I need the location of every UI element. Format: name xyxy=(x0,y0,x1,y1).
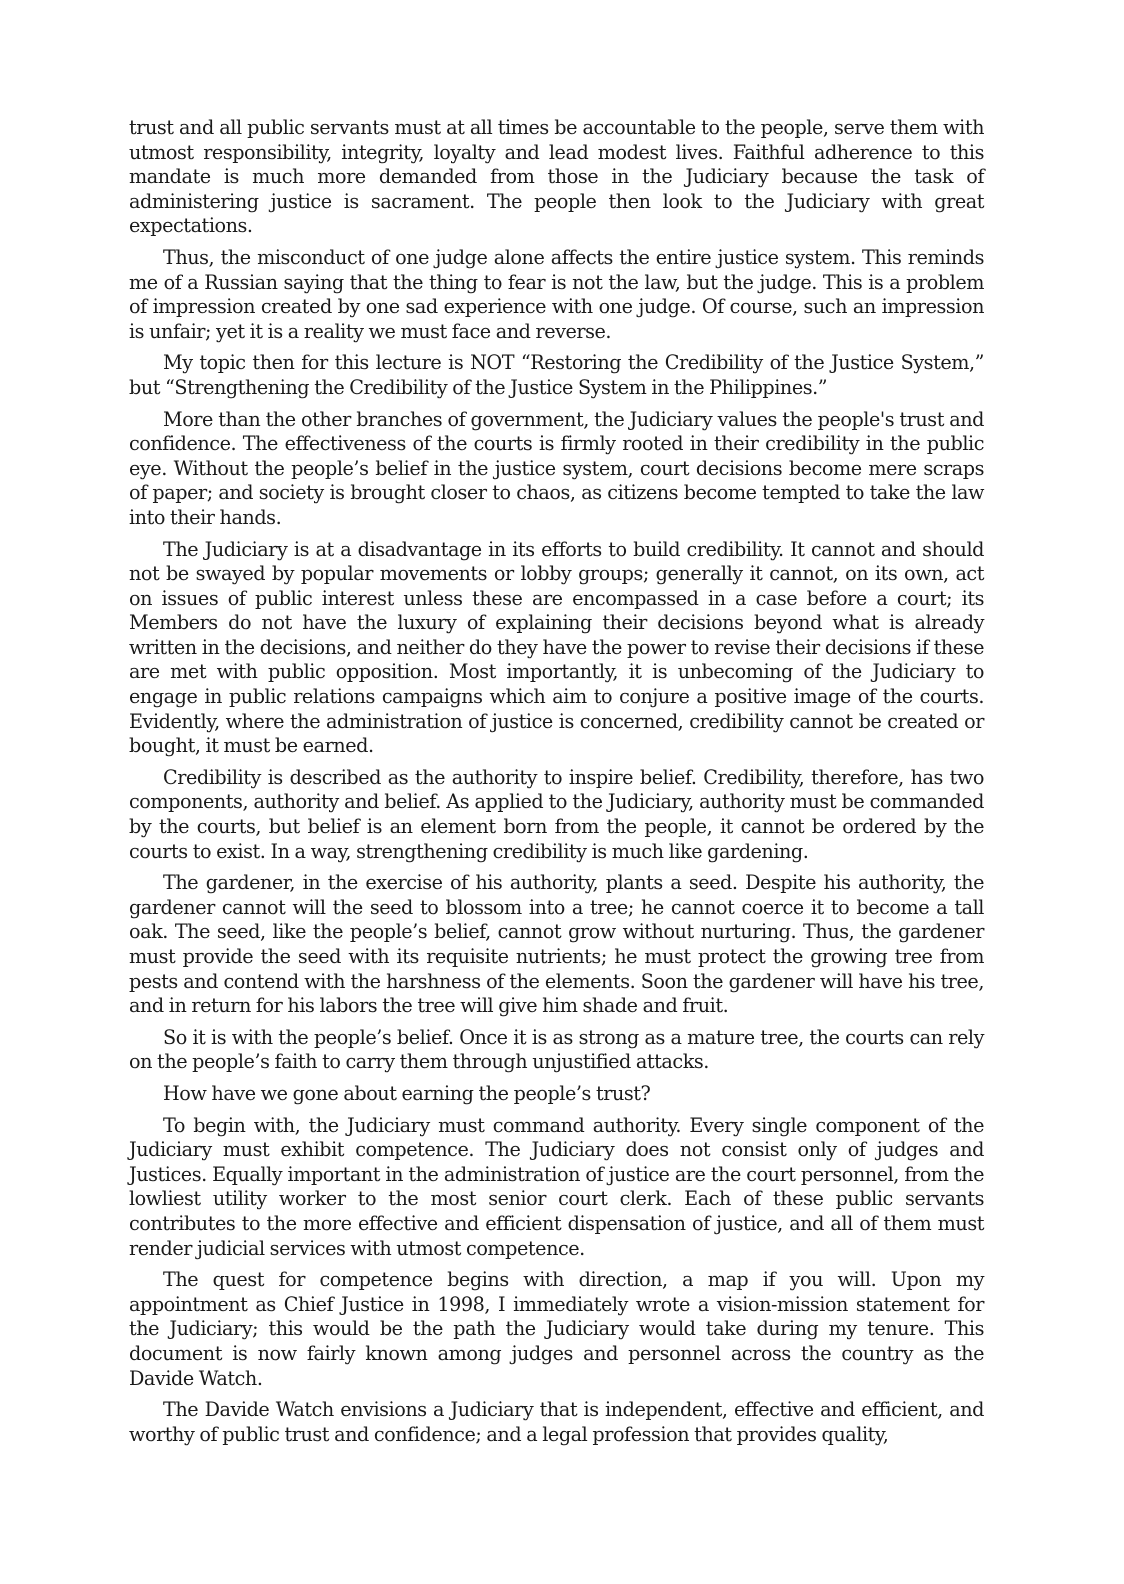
paragraph-3: My topic then for this lecture is NOT “Restoring the Credibility of the Justice System,” but “Strengthening the Credibility of the Justice System in the Philippines.” xyxy=(129,351,984,399)
paragraph-9: How have we gone about earning the people’s trust? xyxy=(163,1081,651,1105)
paragraph-2: Thus, the misconduct of one judge alone affects the entire justice system. This reminds me of a Russian saying that the thing to fear is not the law, but the judge. This is a problem of impression created by one sad experience with one judge. Of course, such an impression is unfair; yet it is a reality we must face and reverse. xyxy=(129,245,984,343)
paragraph-10: To begin with, the Judiciary must command authority. Every single component of the Judiciary must exhibit competence. The Judiciary does not consist only of judges and Justices. Equally important in the administration of justice are the court personnel, from the lowliest utility worker to the most senior court clerk. Each of these public servants contributes to the more effective and efficient dispensation of justice, and all of them must render judicial services with utmost competence. xyxy=(129,1113,984,1260)
document-page xyxy=(129,116,984,1447)
paragraph-11: The quest for competence begins with direction, a map if you will. Upon my appointment as Chief Justice in 1998, I immediately wrote a vision-mission statement for the Judiciary; this would be the path the Judiciary would take during my tenure. This document is now fairly known among judges and personnel across the country as the Davide Watch. xyxy=(129,1268,984,1390)
paragraph-1: trust and all public servants must at all times be accountable to the people, serve them with utmost responsibility, integrity, loyalty and lead modest lives. Faithful adherence to this mandate is much more demanded from those in the Judiciary because the task of administering justice is sacrament. The people then look to the Judiciary with great expectations. xyxy=(129,116,984,238)
paragraph-8: So it is with the people’s belief. Once it is as strong as a mature tree, the courts can rely on the people’s faith to carry them through unjustified attacks. xyxy=(129,1025,984,1074)
paragraph-5: The Judiciary is at a disadvantage in its efforts to build credibility. It cannot and should not be swayed by popular movements or lobby groups; generally it cannot, on its own, act on issues of public interest unless these are encompassed in a case before a court; its Members do not have the luxury of explaining their decisions beyond what is already written in the decisions, and neither do they have the power to revise their decisions if these are met with public opposition. Most importantly, it is unbecoming of the Judiciary to engage in public relations campaigns which aim to conjure a positive image of the courts. Evidently, where the administration of justice is concerned, credibility cannot be created or bought, it must be earned. xyxy=(129,537,984,758)
paragraph-12: The Davide Watch envisions a Judiciary that is independent, effective and efficient, and worthy of public trust and confidence; and a legal profession that provides quality, xyxy=(129,1398,984,1446)
paragraph-7: The gardener, in the exercise of his authority, plants a seed. Despite his authority, the gardener cannot will the seed to blossom into a tree; he cannot coerce it to become a tall oak. The seed, like the people’s belief, cannot grow without nurturing. Thus, the gardener must provide the seed with its requisite nutrients; he must protect the growing tree from pests and contend with the harshness of the elements. Soon the gardener will have his tree, and in return for his labors the tree will give him shade and fruit. xyxy=(129,871,984,1018)
paragraph-6: Credibility is described as the authority to inspire belief. Credibility, therefore, has two components, authority and belief. As applied to the Judiciary, authority must be commanded by the courts, but belief is an element born from the people, it cannot be ordered by the courts to exist. In a way, strengthening credibility is much like gardening. xyxy=(129,765,984,863)
paragraph-4: More than the other branches of government, the Judiciary values the people's trust and confidence. The effectiveness of the courts is firmly rooted in their credibility in the public eye. Without the people’s belief in the justice system, court decisions become mere scraps of paper; and society is brought closer to chaos, as citizens become tempted to take the law into their hands. xyxy=(129,407,984,529)
